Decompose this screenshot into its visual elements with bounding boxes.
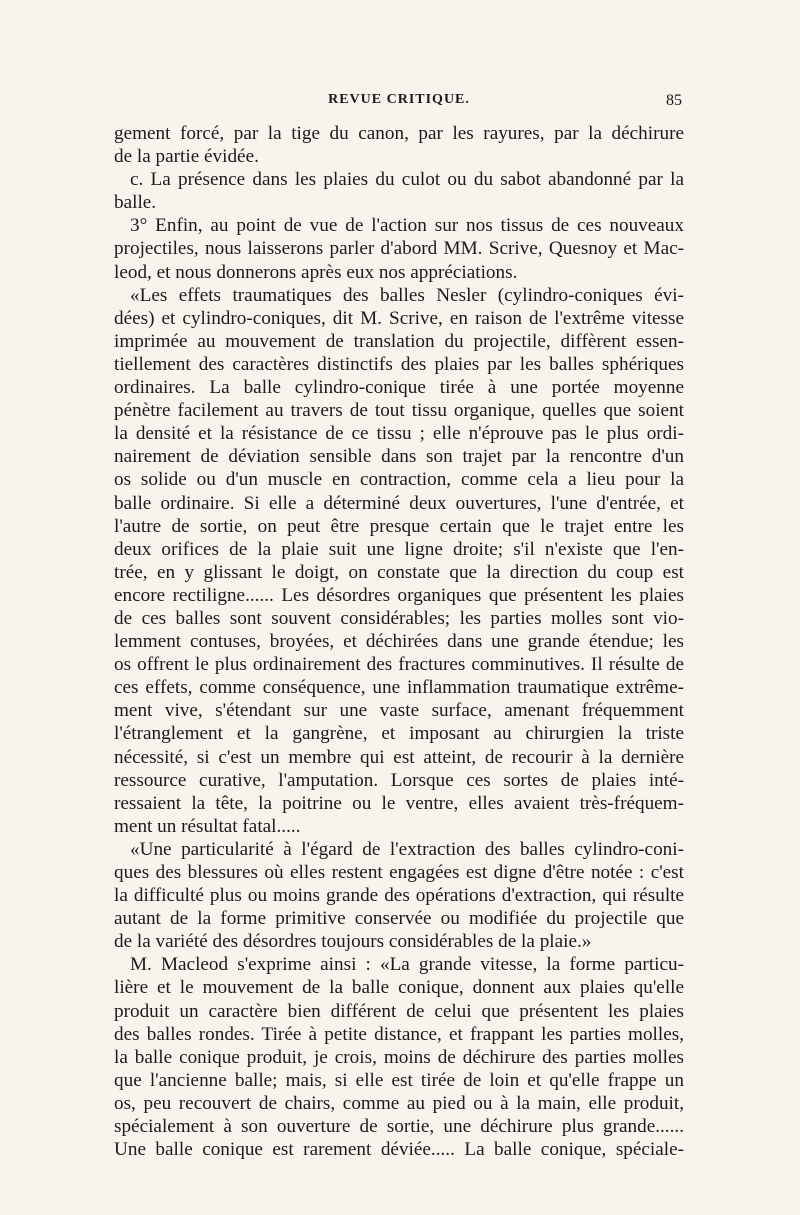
text-line: l'autre de sortie, on peut être presque certain que le trajet entre les (114, 515, 684, 537)
text-line: ressaient la tête, la poitrine ou le ventre, elles avaient très-fréquem- (114, 792, 684, 814)
text-line: imprimée au mouvement de translation du projectile, diffèrent essen- (114, 330, 684, 352)
text-line: balle. (114, 192, 157, 214)
text-line: «Les effets traumatiques des balles Nesler (cylindro-coniques évi- (130, 284, 684, 306)
text-line: la difficulté plus ou moins grande des opérations d'extraction, qui résulte (114, 885, 684, 907)
text-line: des balles rondes. Tirée à petite distance, et frappant les parties molles, (114, 1023, 684, 1045)
text-line: lière et le mouvement de la balle conique, donnent aux plaies qu'elle (114, 977, 684, 999)
body-text (114, 122, 684, 1161)
text-line: projectiles, nous laisserons parler d'abord MM. Scrive, Quesnoy et Mac- (114, 238, 684, 260)
text-line: trée, en y glissant le doigt, on constate que la direction du coup est (114, 561, 684, 583)
text-line: ment un résultat fatal..... (114, 815, 301, 837)
text-line: de la partie évidée. (114, 146, 259, 168)
text-line: de ces balles sont souvent considérables; les parties molles sont vio- (114, 607, 684, 629)
text-line: encore rectiligne...... Les désordres organiques que présentent les plaies (114, 584, 684, 606)
text-line: produit un caractère bien différent de celui que présentent les plaies (114, 1000, 684, 1022)
text-line: lemment contuses, broyées, et déchirées dans une grande étendue; les (114, 631, 684, 653)
text-line: spécialement à son ouverture de sortie, une déchirure plus grande...... (114, 1116, 684, 1138)
page-number: 85 (666, 92, 682, 109)
text-line: autant de la forme primitive conservée ou modifiée du projectile que (114, 908, 684, 930)
text-line: os solide ou d'un muscle en contraction, comme cela a lieu pour la (114, 469, 684, 491)
text-line: M. Macleod s'exprime ainsi : «La grande vitesse, la forme particu- (130, 954, 684, 976)
text-line: la densité et la résistance de ce tissu ; elle n'éprouve pas le plus ordi- (114, 423, 684, 445)
text-line: ordinaires. La balle cylindro-conique tirée à une portée moyenne (114, 377, 684, 399)
running-header (116, 92, 682, 116)
text-line: c. La présence dans les plaies du culot ou du sabot abandonné par la (130, 169, 684, 191)
text-line: dées) et cylindro-coniques, dit M. Scrive, en raison de l'extrême vitesse (114, 307, 684, 329)
text-line: leod, et nous donnerons après eux nos appréciations. (114, 261, 518, 283)
text-line: nairement de déviation sensible dans son trajet par la rencontre d'un (114, 446, 684, 468)
text-line: os, peu recouvert de chairs, comme au pied ou à la main, elle produit, (114, 1092, 684, 1114)
text-line: 3° Enfin, au point de vue de l'action sur nos tissus de ces nouveaux (130, 215, 684, 237)
text-line: tiellement des caractères distinctifs des plaies par les balles sphériques (114, 353, 684, 375)
text-line: ment vive, s'étendant sur une vaste surface, amenant fréquemment (114, 700, 684, 722)
text-line: pénètre facilement au travers de tout tissu organique, quelles que soient (114, 400, 684, 422)
text-line: «Une particularité à l'égard de l'extraction des balles cylindro-coni- (130, 838, 684, 860)
text-line: ressource curative, l'amputation. Lorsque ces sortes de plaies inté- (114, 769, 684, 791)
text-line: la balle conique produit, je crois, moins de déchirure des parties molles (114, 1046, 684, 1068)
text-line: balle ordinaire. Si elle a déterminé deux ouvertures, l'une d'entrée, et (114, 492, 684, 514)
text-line: deux orifices de la plaie suit une ligne droite; s'il n'existe que l'en- (114, 538, 684, 560)
text-line: gement forcé, par la tige du canon, par les rayures, par la déchirure (114, 123, 684, 144)
text-line: nécessité, si c'est un membre qui est atteint, de recourir à la dernière (114, 746, 684, 768)
text-line: l'étranglement et la gangrène, et imposant au chirurgien la triste (114, 723, 684, 745)
text-line: ces effets, comme conséquence, une inflammation traumatique extrême- (114, 677, 684, 699)
text-line: que l'ancienne balle; mais, si elle est tirée de loin et qu'elle frappe un (114, 1069, 684, 1091)
text-line: Une balle conique est rarement déviée..... La balle conique, spéciale- (114, 1139, 684, 1161)
text-line: ques des blessures où elles restent engagées est digne d'être notée : c'est (114, 862, 684, 883)
text-line: de la variété des désordres toujours considérables de la plaie.» (114, 931, 592, 953)
running-title: REVUE CRITIQUE. (328, 92, 470, 107)
text-line: os offrent le plus ordinairement des fractures comminutives. Il résulte de (114, 654, 684, 676)
